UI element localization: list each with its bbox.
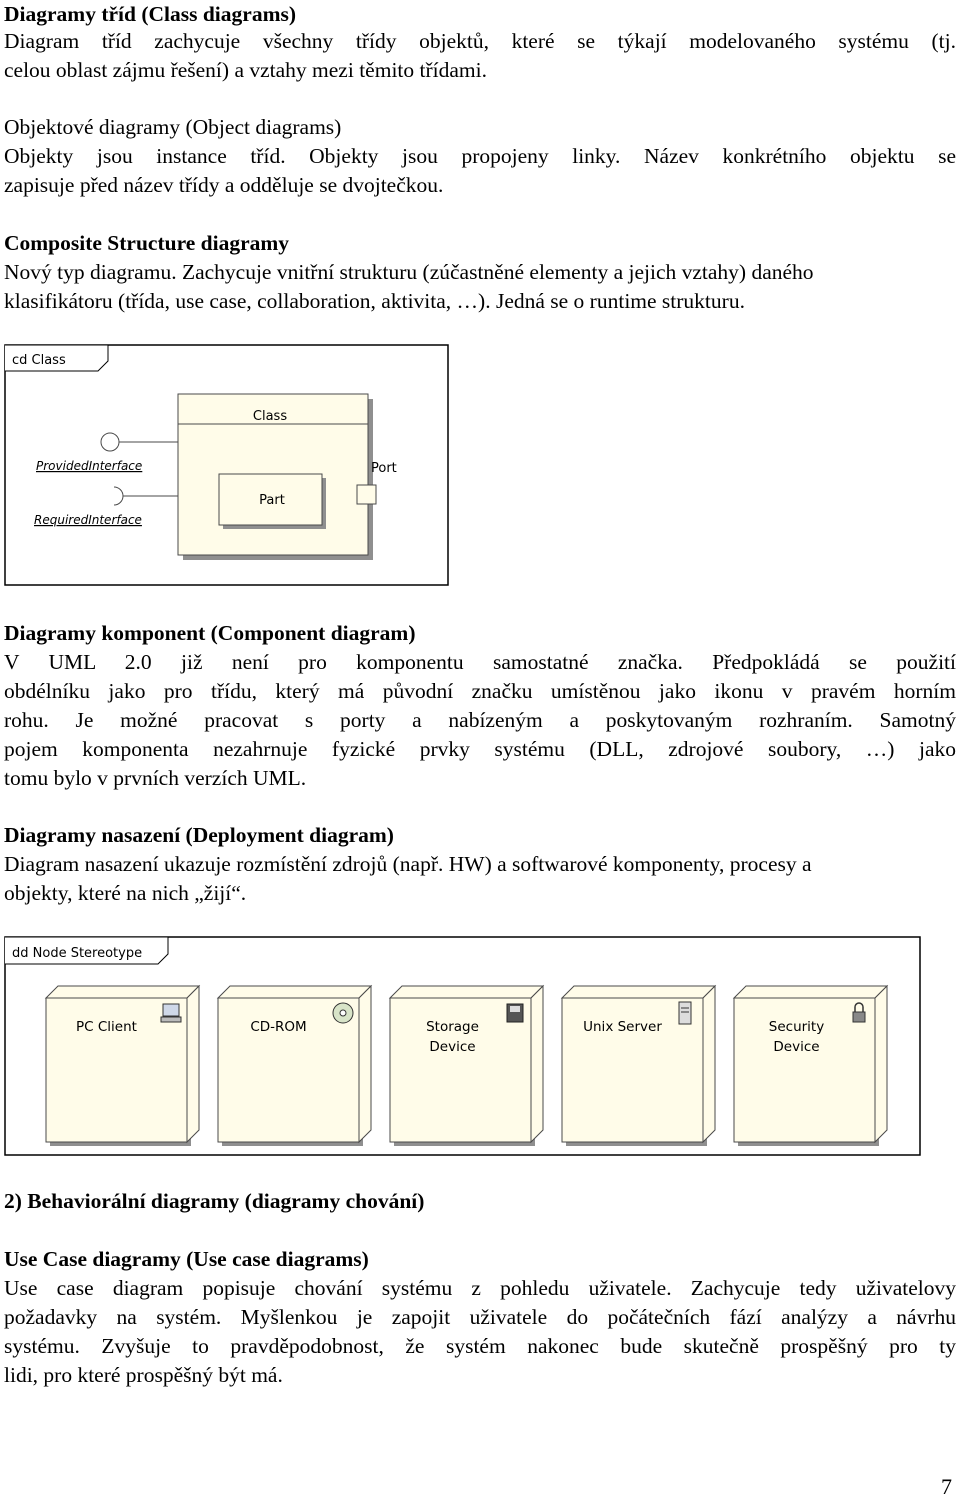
frame-label: dd Node Stereotype xyxy=(12,946,143,961)
node-label: Device xyxy=(429,1039,476,1055)
disk-icon xyxy=(507,1004,523,1022)
paragraph-line: V UML 2.0 již není pro komponentu samostatné značka. Předpokládá se použití xyxy=(4,650,956,674)
server-icon xyxy=(679,1002,691,1024)
node-label: Storage xyxy=(426,1019,479,1035)
computer-icon xyxy=(161,1004,181,1022)
deployment-node xyxy=(390,986,543,1146)
node-label: Device xyxy=(773,1039,820,1055)
class-name: Class xyxy=(252,409,288,424)
paragraph-line: celou oblast zájmu řešení) a vztahy mezi těmito třídami. xyxy=(4,58,487,82)
paragraph-line: Use case diagram popisuje chování systému z pohledu uživatele. Zachycuje tedy uživatelovy xyxy=(4,1276,956,1300)
deployment-node xyxy=(46,986,199,1146)
node-label: Security xyxy=(768,1019,825,1035)
paragraph-line: tomu bylo v prvních verzích UML. xyxy=(4,766,307,790)
provided-interface-label: ProvidedInterface xyxy=(36,459,143,473)
composite-structure-figure xyxy=(4,344,450,588)
paragraph-line: Nový typ diagramu. Zachycuje vnitřní strukturu (zúčastněné elementy a jejich vztahy) daného xyxy=(4,260,814,284)
paragraph-line: klasifikátoru (třída, use case, collaboration, aktivita, …). Jedná se o runtime strukturu. xyxy=(4,289,745,313)
deployment-node xyxy=(218,986,371,1146)
paragraph-line: systému. Zvyšuje to pravděpodobnost, že systém nakonec bude skutečně prospěšný pro ty xyxy=(4,1334,956,1358)
node-label: PC Client xyxy=(76,1019,137,1035)
provided-interface-ball xyxy=(101,433,119,451)
heading-component-diagram: Diagramy komponent (Component diagram) xyxy=(4,621,416,645)
paragraph-line: požadavky na systém. Myšlenkou je zapojit uživatele do počátečních fází analýzy a návrhu xyxy=(4,1305,956,1329)
heading-class-diagrams: Diagramy tříd (Class diagrams) xyxy=(4,2,297,26)
heading-behavioral-diagrams: 2) Behaviorální diagramy (diagramy chování) xyxy=(4,1189,425,1213)
paragraph-line: Diagram tříd zachycuje všechny třídy objektů, které se týkají modelovaného systému (tj. xyxy=(4,29,956,53)
deployment-node xyxy=(734,986,887,1146)
paragraph-line: rohu. Je možné pracovat s porty a nabízeným a poskytovaným rozhraním. Samotný xyxy=(4,708,956,732)
heading-use-case-diagrams: Use Case diagramy (Use case diagrams) xyxy=(4,1247,369,1271)
heading-deployment-diagram: Diagramy nasazení (Deployment diagram) xyxy=(4,823,394,847)
paragraph-line: pojem komponenta nezahrnuje fyzické prvky systému (DLL, zdrojové soubory, …) jako xyxy=(4,737,956,761)
paragraph-line: lidi, pro které prospěšný být má. xyxy=(4,1363,283,1387)
node-stereotype-figure xyxy=(4,936,922,1158)
heading-object-diagrams: Objektové diagramy (Object diagrams) xyxy=(4,115,342,139)
deployment-node xyxy=(562,986,715,1146)
port-box xyxy=(357,485,376,504)
paragraph-line: obdélníku jako pro třídu, který má původní značku umístěnou jako ikonu v pravém horním xyxy=(4,679,956,703)
cd-icon xyxy=(333,1003,353,1023)
heading-composite-structure: Composite Structure diagramy xyxy=(4,231,290,255)
page-number: 7 xyxy=(941,1474,952,1499)
paragraph-line: objekty, které na nich „žijí“. xyxy=(4,881,247,905)
paragraph-line: Diagram nasazení ukazuje rozmístění zdrojů (např. HW) a softwarové komponenty, procesy a xyxy=(4,852,812,876)
paragraph-line: zapisuje před název třídy a odděluje se dvojtečkou. xyxy=(4,173,444,197)
node-label: Unix Server xyxy=(583,1019,662,1035)
node-label: CD-ROM xyxy=(250,1019,307,1035)
port-label: Port xyxy=(371,461,397,476)
required-interface-label: RequiredInterface xyxy=(34,513,142,527)
frame-label: cd Class xyxy=(12,353,66,368)
part-name: Part xyxy=(259,493,285,508)
paragraph-line: Objekty jsou instance tříd. Objekty jsou propojeny linky. Název konkrétního objektu se xyxy=(4,144,956,168)
